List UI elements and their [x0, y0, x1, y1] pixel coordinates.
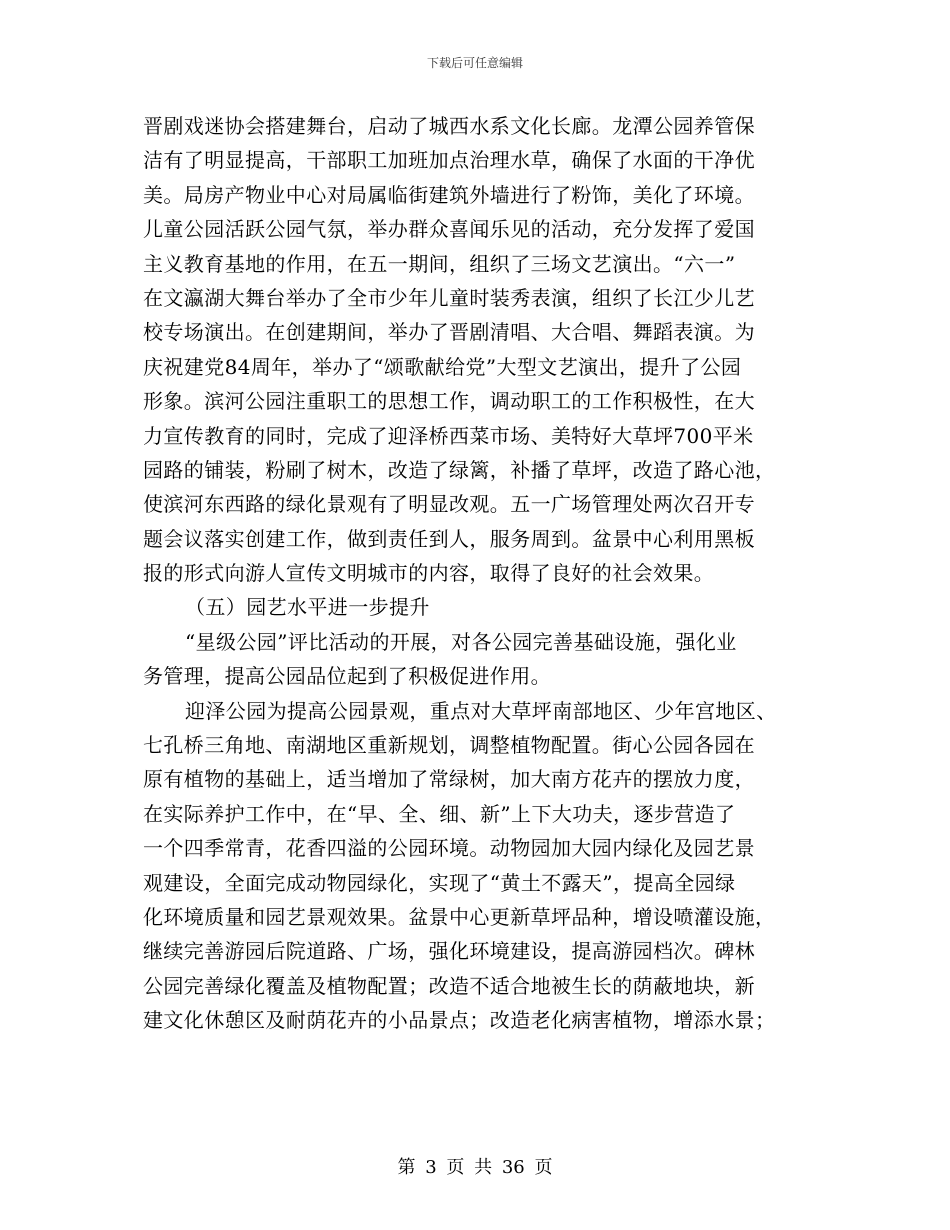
text-line: 美。局房产物业中心对局属临街建筑外墙进行了粉饰，美化了环境。 — [143, 182, 755, 207]
text-line: 在文瀛湖大舞台举办了全市少年儿童时装秀表演，组织了长江少儿艺 — [143, 285, 755, 310]
paragraph-start-line: 迎泽公园为提高公园景观，重点对大草坪南部地区、少年宫地区、 — [185, 698, 777, 723]
text-line: 建文化休憩区及耐荫花卉的小品景点；改造老化病害植物，增添水景； — [143, 1008, 776, 1033]
text-line: 在实际养护工作中，在“早、全、细、新”上下大功夫，逐步营造了 — [143, 801, 736, 826]
page-number-footer: 第 3 页 共 36 页 — [397, 1157, 553, 1178]
text-line: 题会议落实创建工作，做到责任到人，服务周到。盆景中心利用黑板 — [143, 526, 755, 551]
section-heading: （五）园艺水平进一步提升 — [185, 595, 430, 620]
text-line: 主义教育基地的作用，在五一期间，组织了三场文艺演出。“六一” — [143, 251, 736, 276]
text-line: 力宣传教育的同时，完成了迎泽桥西菜市场、美特好大草坪700平米 — [143, 423, 754, 448]
text-line: 观建设，全面完成动物园绿化，实现了“黄土不露天”，提高全园绿 — [143, 870, 736, 895]
text-line: 晋剧戏迷协会搭建舞台，启动了城西水系文化长廊。龙潭公园养管保 — [143, 114, 755, 138]
text-line: 校专场演出。在创建期间，举办了晋剧清唱、大合唱、舞蹈表演。为 — [143, 320, 755, 345]
text-line: 使滨河东西路的绿化景观有了明显改观。五一广场管理处两次召开专 — [143, 492, 755, 517]
text-line: 原有植物的基础上，适当增加了常绿树，加大南方花卉的摆放力度， — [143, 767, 755, 792]
text-line: 一个四季常青，花香四溢的公园环境。动物园加大园内绿化及园艺景 — [143, 836, 755, 861]
text-line: 继续完善游园后院道路、广场，强化环境建设，提高游园档次。碑林 — [143, 939, 755, 964]
page-header: 下载后可任意编辑 — [426, 56, 523, 70]
text-line: 儿童公园活跃公园气氛，举办群众喜闻乐见的活动，充分发挥了爱国 — [143, 217, 755, 242]
text-line: 报的形式向游人宣传文明城市的内容，取得了良好的社会效果。 — [143, 561, 715, 586]
text-line: 洁有了明显提高，干部职工加班加点治理水草，确保了水面的干净优 — [143, 148, 755, 173]
text-line: 公园完善绿化覆盖及植物配置；改造不适合地被生长的荫蔽地块，新 — [143, 973, 755, 998]
text-line: 形象。滨河公园注重职工的思想工作，调动职工的工作积极性，在大 — [143, 389, 755, 414]
paragraph-start-line: “星级公园”评比活动的开展，对各公园完善基础设施，强化业 — [185, 629, 737, 654]
text-line: 七孔桥三角地、南湖地区重新规划，调整植物配置。街心公园各园在 — [143, 733, 755, 758]
text-line: 园路的铺装，粉刷了树木，改造了绿篱，补播了草坪，改造了路心池， — [143, 457, 776, 482]
text-line: 化环境质量和园艺景观效果。盆景中心更新草坪品种，增设喷灌设施， — [143, 904, 776, 929]
document-body — [143, 109, 813, 1038]
text-line: 庆祝建党84周年，举办了“颂歌献给党”大型文艺演出，提升了公园 — [143, 354, 742, 379]
text-line: 务管理，提高公园品位起到了积极促进作用。 — [143, 664, 551, 689]
